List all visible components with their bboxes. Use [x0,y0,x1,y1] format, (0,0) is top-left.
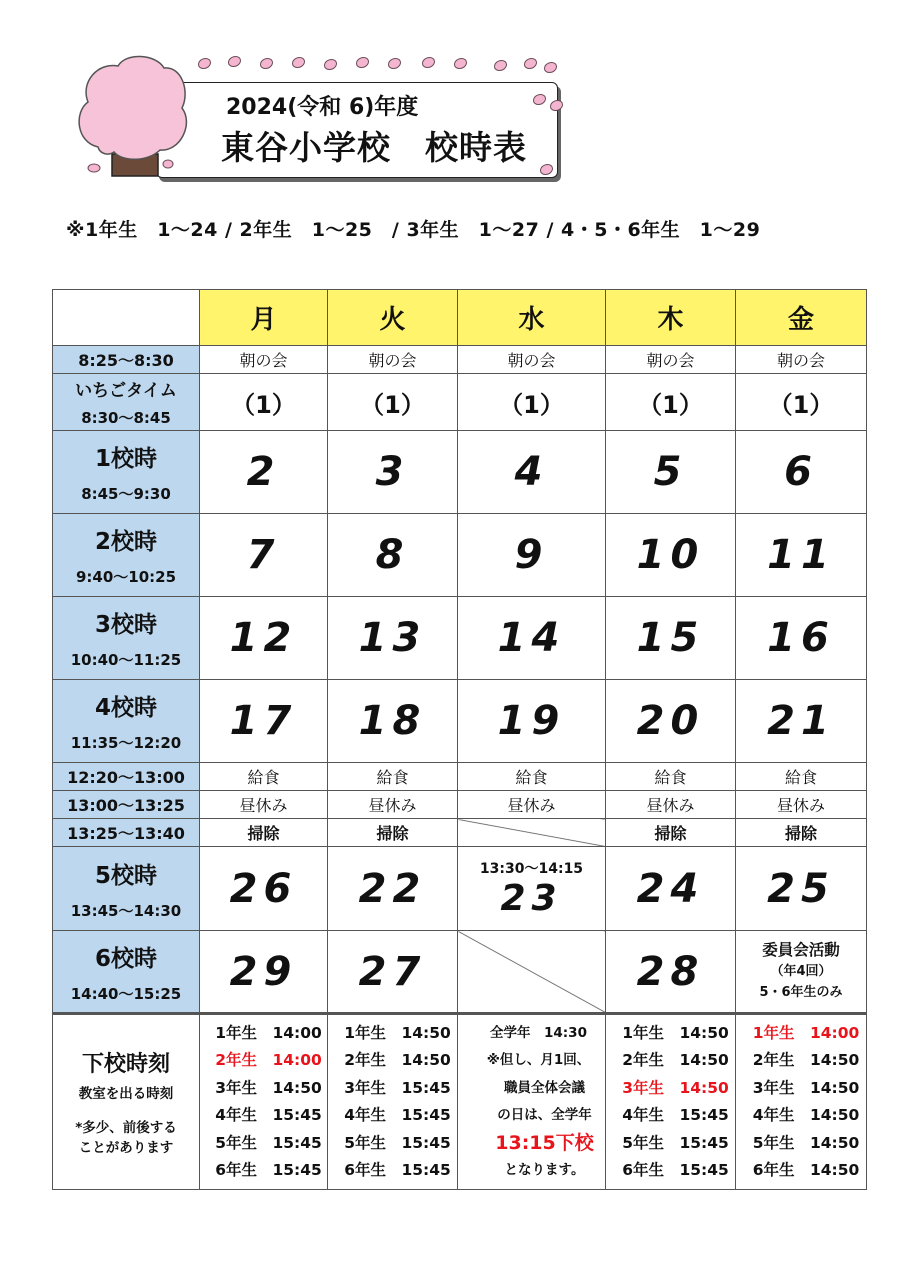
list-item: 1年生 14:50 [622,1023,729,1042]
empty-slashed-cell [458,931,606,1014]
table-cell: 給食 [458,763,606,791]
table-cell: （1） [736,374,867,431]
list-item: 6年生 15:45 [344,1161,451,1179]
table-cell: 17 [200,680,328,763]
period-label [53,374,200,431]
list-item: 4年生 15:45 [622,1106,729,1124]
table-cell: 27 [328,931,458,1014]
time-label: 13:25〜13:40 [53,819,200,847]
morning-row [53,346,867,374]
dismissal-subtitle: 教室を出る時刻 [78,1085,174,1102]
list-item: の日は、全学年 [497,1107,592,1123]
day-monday: 月 [200,290,328,346]
committee-grades: 5・6年生のみ [759,985,843,1000]
list-item: 4年生 14:50 [752,1106,860,1124]
table-cell: 7 [200,514,328,597]
petal-icon [524,58,537,69]
dismissal-tuesday [328,1014,458,1190]
period-title: いちごタイム [75,381,177,401]
table-cell: 9 [458,514,606,597]
table-cell: 掃除 [200,819,328,847]
list-item: 6年生 15:45 [622,1161,729,1179]
period-title: 6校時 [94,945,157,972]
list-item: 3年生 14:50 [752,1078,860,1097]
dismissal-monday [200,1014,328,1190]
recess-row [53,791,867,819]
table-cell: 18 [328,680,458,763]
dismissal-row [53,1014,867,1190]
table-cell: 11 [736,514,867,597]
petal-icon [550,100,563,111]
period-2-row [53,514,867,597]
period-label [53,597,200,680]
table-cell: （1） [200,374,328,431]
dismissal-thursday [606,1014,736,1190]
school-year: 2024(令和 6)年度 [226,95,419,120]
timetable [52,289,867,1190]
table-cell: 朝の会 [328,346,458,374]
table-cell: 掃除 [606,819,736,847]
period-time: 10:40〜11:25 [70,651,182,669]
table-cell [458,847,606,931]
table-cell: 昼休み [606,791,736,819]
list-item: 全学年 14:30 [490,1024,587,1041]
list-item: 4年生 15:45 [215,1106,322,1124]
period-title: 5校時 [94,862,157,889]
period-label [53,847,200,931]
table-cell: 給食 [736,763,867,791]
day-tuesday: 火 [328,290,458,346]
title-banner [78,52,560,186]
table-cell: 21 [736,680,867,763]
table-cell: 昼休み [458,791,606,819]
corner-cell [53,290,200,346]
list-item: 5年生 14:50 [752,1133,860,1152]
table-cell: 6 [736,431,867,514]
period-3-row [53,597,867,680]
table-cell: 3 [328,431,458,514]
period-time: 9:40〜10:25 [75,568,177,586]
list-item: 3年生 14:50 [215,1078,322,1097]
wednesday-period-time: 13:30〜14:15 [479,861,584,877]
dismissal-note: ことがあります [78,1139,174,1156]
dismissal-wednesday [458,1014,606,1190]
table-cell: 8 [328,514,458,597]
list-item: 1年生 14:00 [752,1023,860,1042]
list-item: 2年生 14:50 [752,1051,860,1069]
table-cell: 12 [200,597,328,680]
table-cell: 掃除 [328,819,458,847]
table-cell: 昼休み [200,791,328,819]
day-thursday: 木 [606,290,736,346]
table-cell: 給食 [328,763,458,791]
dismissal-note: *多少、前後する [75,1119,177,1136]
period-time: 11:35〜12:20 [70,734,182,752]
period-title: 3校時 [94,612,157,638]
day-friday: 金 [736,290,867,346]
table-cell: 給食 [606,763,736,791]
petal-icon [388,58,401,69]
petal-icon [198,58,211,69]
committee-activity-cell [736,931,867,1014]
table-cell: 朝の会 [458,346,606,374]
table-cell: 20 [606,680,736,763]
table-cell: （1） [458,374,606,431]
list-item: 4年生 15:45 [344,1106,451,1124]
table-cell: 4 [458,431,606,514]
list-item: 5年生 15:45 [622,1133,729,1152]
petal-icon [324,59,337,70]
petal-icon [228,56,241,67]
day-header-row [53,290,867,346]
list-item: 5年生 15:45 [215,1133,322,1152]
list-item: 1年生 14:00 [215,1023,322,1042]
cleaning-row [53,819,867,847]
petal-icon [292,57,305,68]
table-cell: 25 [736,847,867,931]
lesson-count: 23 [500,878,563,919]
table-cell: 朝の会 [200,346,328,374]
page-title: 東谷小学校 校時表 [221,128,527,167]
table-cell: 昼休み [736,791,867,819]
table-cell: 22 [328,847,458,931]
period-5-row [53,847,867,931]
table-cell: 13 [328,597,458,680]
table-cell: 26 [200,847,328,931]
list-item: 2年生 14:50 [344,1051,451,1069]
table-cell: 給食 [200,763,328,791]
table-cell: 28 [606,931,736,1014]
list-item: 3年生 15:45 [344,1078,451,1097]
petal-icon [422,57,435,68]
table-cell: 朝の会 [606,346,736,374]
list-item: となります。 [504,1162,585,1178]
list-item: 13:15下校 [495,1131,594,1154]
table-cell: 24 [606,847,736,931]
table-cell: 2 [200,431,328,514]
period-time: 8:45〜9:30 [81,485,171,503]
list-item: 2年生 14:50 [622,1051,729,1069]
dismissal-friday [736,1014,867,1190]
table-cell: 14 [458,597,606,680]
table-cell: （1） [606,374,736,431]
time-label: 12:20〜13:00 [53,763,200,791]
list-item: 5年生 15:45 [344,1133,451,1152]
table-cell: 29 [200,931,328,1014]
lunch-row [53,763,867,791]
cherry-tree-illustration [78,52,188,186]
table-cell: 15 [606,597,736,680]
period-label [53,931,200,1014]
grade-period-note: ※1年生 1〜24 / 2年生 1〜25 / 3年生 1〜27 / 4・5・6年生 1〜29 [66,219,761,241]
table-cell: 16 [736,597,867,680]
list-item: 2年生 14:00 [215,1051,322,1069]
table-cell: 掃除 [736,819,867,847]
time-label: 13:00〜13:25 [53,791,200,819]
list-item: ※但し、月1回、 [486,1052,591,1068]
table-cell: 昼休み [328,791,458,819]
list-item: 3年生 14:50 [622,1078,729,1097]
period-time: 8:30〜8:45 [81,409,171,427]
list-item: 6年生 15:45 [215,1161,322,1179]
list-item: 6年生 14:50 [752,1161,860,1179]
table-cell: 10 [606,514,736,597]
table-cell: 朝の会 [736,346,867,374]
period-time: 14:40〜15:25 [70,984,182,1003]
list-item: 職員全体会議 [504,1079,585,1096]
table-cell: 19 [458,680,606,763]
ichigo-row [53,374,867,431]
period-label [53,514,200,597]
period-label [53,680,200,763]
dismissal-label-cell [53,1014,200,1190]
petal-icon [260,58,273,69]
petal-icon [544,62,557,73]
petal-icon [356,57,369,68]
list-item: 1年生 14:50 [344,1023,451,1042]
table-cell: 5 [606,431,736,514]
dismissal-title: 下校時刻 [81,1051,170,1077]
committee-title: 委員会活動 [762,941,840,959]
empty-slashed-cell [458,819,606,847]
petal-icon [454,58,467,69]
period-title: 1校時 [94,446,157,472]
day-wednesday: 水 [458,290,606,346]
time-label: 8:25〜8:30 [53,346,200,374]
period-4-row [53,680,867,763]
period-6-row [53,931,867,1014]
period-title: 2校時 [94,529,157,555]
table-cell: （1） [328,374,458,431]
period-time: 13:45〜14:30 [70,901,182,920]
period-label [53,431,200,514]
petal-icon [494,60,507,71]
period-1-row [53,431,867,514]
committee-frequency: （年4回） [770,964,832,979]
period-title: 4校時 [94,695,157,721]
